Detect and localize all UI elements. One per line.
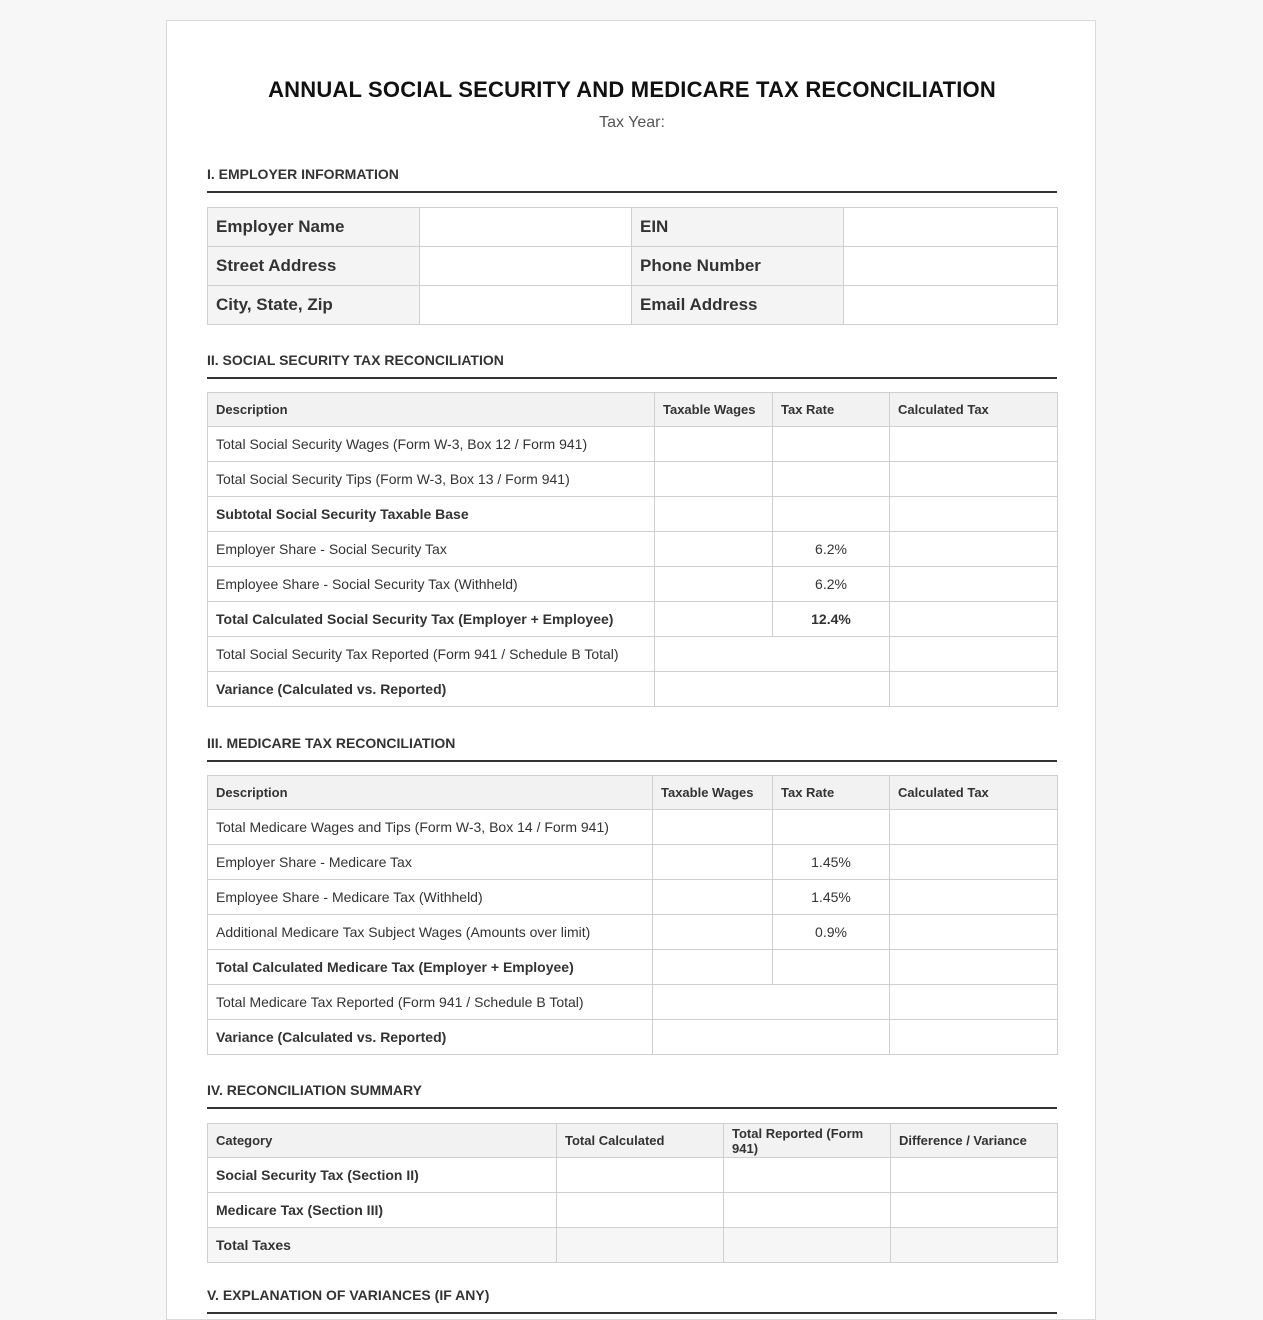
taxable-wages-field[interactable] xyxy=(655,462,773,497)
summary-table xyxy=(207,1123,1058,1263)
section-employer-title: I. EMPLOYER INFORMATION xyxy=(207,166,1057,193)
form-page xyxy=(166,20,1096,1320)
table-row xyxy=(208,1020,1058,1055)
calculated-tax-field[interactable] xyxy=(890,880,1058,915)
table-row xyxy=(208,462,1058,497)
table-row xyxy=(208,985,1058,1020)
city-state-zip-field[interactable] xyxy=(420,286,632,325)
row-description: Total Calculated Medicare Tax (Employer + Employee) xyxy=(208,950,653,985)
tax-rate-cell xyxy=(773,810,890,845)
total-reported-field[interactable] xyxy=(724,1228,891,1263)
tax-year-label: Tax Year: xyxy=(599,114,665,131)
taxable-wages-field[interactable] xyxy=(655,567,773,602)
row-description: Employee Share - Social Security Tax (Withheld) xyxy=(208,567,655,602)
table-row xyxy=(208,208,1058,247)
tax-rate-cell: 1.45% xyxy=(773,845,890,880)
table-row xyxy=(208,950,1058,985)
taxable-wages-field[interactable] xyxy=(653,915,773,950)
taxable-wages-field[interactable] xyxy=(655,427,773,462)
row-description: Total Social Security Tips (Form W-3, Box 13 / Form 941) xyxy=(208,462,655,497)
row-description: Total Medicare Wages and Tips (Form W-3, Box 14 / Form 941) xyxy=(208,810,653,845)
table-header-row xyxy=(208,393,1058,427)
calculated-tax-field[interactable] xyxy=(890,462,1058,497)
column-header: Tax Rate xyxy=(773,393,890,427)
merged-blank-cell xyxy=(655,672,890,707)
column-header: Calculated Tax xyxy=(890,393,1058,427)
row-description: Total Social Security Tax Reported (Form 941 / Schedule B Total) xyxy=(208,637,655,672)
table-row xyxy=(208,1193,1058,1228)
tax-rate-cell xyxy=(773,950,890,985)
total-calculated-field[interactable] xyxy=(557,1228,724,1263)
medicare-table xyxy=(207,775,1058,1055)
calculated-tax-field[interactable] xyxy=(890,950,1058,985)
merged-blank-cell xyxy=(655,637,890,672)
taxable-wages-field[interactable] xyxy=(653,810,773,845)
column-header: Tax Rate xyxy=(773,776,890,810)
row-description: Employer Share - Medicare Tax xyxy=(208,845,653,880)
street-address-field[interactable] xyxy=(420,247,632,286)
column-header: Taxable Wages xyxy=(655,393,773,427)
difference-field[interactable] xyxy=(891,1193,1058,1228)
taxable-wages-field[interactable] xyxy=(653,950,773,985)
column-header: Description xyxy=(208,776,653,810)
table-row xyxy=(208,427,1058,462)
total-reported-field[interactable] xyxy=(724,1158,891,1193)
taxable-wages-field[interactable] xyxy=(655,497,773,532)
column-header: Taxable Wages xyxy=(653,776,773,810)
table-row xyxy=(208,532,1058,567)
email-address-label: Email Address xyxy=(632,286,844,325)
tax-rate-cell xyxy=(773,462,890,497)
table-row xyxy=(208,637,1058,672)
phone-number-label: Phone Number xyxy=(632,247,844,286)
total-reported-field[interactable] xyxy=(724,1193,891,1228)
tax-rate-cell xyxy=(773,497,890,532)
merged-blank-cell xyxy=(653,1020,890,1055)
row-description: Additional Medicare Tax Subject Wages (Amounts over limit) xyxy=(208,915,653,950)
calculated-tax-field[interactable] xyxy=(890,810,1058,845)
difference-field[interactable] xyxy=(891,1158,1058,1193)
reported-tax-field[interactable] xyxy=(890,637,1058,672)
employer-name-field[interactable] xyxy=(420,208,632,247)
section-summary-title: IV. RECONCILIATION SUMMARY xyxy=(207,1082,1057,1109)
section-medicare-title: III. MEDICARE TAX RECONCILIATION xyxy=(207,735,1057,762)
calculated-tax-field[interactable] xyxy=(890,915,1058,950)
ein-field[interactable] xyxy=(844,208,1058,247)
calculated-tax-field[interactable] xyxy=(890,567,1058,602)
row-description: Variance (Calculated vs. Reported) xyxy=(208,672,655,707)
tax-rate-cell: 6.2% xyxy=(773,567,890,602)
table-header-row xyxy=(208,1124,1058,1158)
city-state-zip-label: City, State, Zip xyxy=(208,286,420,325)
form-title: ANNUAL SOCIAL SECURITY AND MEDICARE TAX RECONCILIATION xyxy=(268,77,996,102)
table-row xyxy=(208,845,1058,880)
summary-category: Total Taxes xyxy=(208,1228,557,1263)
row-description: Total Calculated Social Security Tax (Employer + Employee) xyxy=(208,602,655,637)
street-address-label: Street Address xyxy=(208,247,420,286)
column-header: Calculated Tax xyxy=(890,776,1058,810)
table-header-row xyxy=(208,776,1058,810)
difference-field[interactable] xyxy=(891,1228,1058,1263)
reported-tax-field[interactable] xyxy=(890,985,1058,1020)
summary-category: Social Security Tax (Section II) xyxy=(208,1158,557,1193)
table-row xyxy=(208,497,1058,532)
column-header: Description xyxy=(208,393,655,427)
section-explanation-title: V. EXPLANATION OF VARIANCES (IF ANY) xyxy=(207,1287,1057,1314)
tax-rate-cell xyxy=(773,427,890,462)
column-header: Category xyxy=(208,1124,557,1158)
ein-label: EIN xyxy=(632,208,844,247)
table-row xyxy=(208,602,1058,637)
table-row xyxy=(208,672,1058,707)
calculated-tax-field[interactable] xyxy=(890,427,1058,462)
row-description: Employee Share - Medicare Tax (Withheld) xyxy=(208,880,653,915)
column-header: Total Calculated xyxy=(557,1124,724,1158)
total-calculated-field[interactable] xyxy=(557,1158,724,1193)
calculated-tax-field[interactable] xyxy=(890,497,1058,532)
summary-category: Medicare Tax (Section III) xyxy=(208,1193,557,1228)
table-row xyxy=(208,567,1058,602)
phone-number-field[interactable] xyxy=(844,247,1058,286)
taxable-wages-field[interactable] xyxy=(653,880,773,915)
tax-rate-cell: 0.9% xyxy=(773,915,890,950)
calculated-tax-field[interactable] xyxy=(890,602,1058,637)
tax-rate-cell: 12.4% xyxy=(773,602,890,637)
taxable-wages-field[interactable] xyxy=(655,532,773,567)
row-description: Employer Share - Social Security Tax xyxy=(208,532,655,567)
table-row xyxy=(208,286,1058,325)
total-calculated-field[interactable] xyxy=(557,1193,724,1228)
employer-name-label: Employer Name xyxy=(208,208,420,247)
row-description: Subtotal Social Security Taxable Base xyxy=(208,497,655,532)
variance-field[interactable] xyxy=(890,1020,1058,1055)
column-header: Difference / Variance xyxy=(891,1124,1058,1158)
table-row xyxy=(208,810,1058,845)
table-row xyxy=(208,915,1058,950)
taxable-wages-field[interactable] xyxy=(655,602,773,637)
calculated-tax-field[interactable] xyxy=(890,532,1058,567)
table-row xyxy=(208,1228,1058,1263)
table-row xyxy=(208,247,1058,286)
row-description: Total Medicare Tax Reported (Form 941 / Schedule B Total) xyxy=(208,985,653,1020)
table-row xyxy=(208,880,1058,915)
taxable-wages-field[interactable] xyxy=(653,845,773,880)
social-security-table xyxy=(207,392,1058,707)
tax-rate-cell: 6.2% xyxy=(773,532,890,567)
employer-info-table xyxy=(207,207,1058,325)
tax-rate-cell: 1.45% xyxy=(773,880,890,915)
merged-blank-cell xyxy=(653,985,890,1020)
email-address-field[interactable] xyxy=(844,286,1058,325)
table-row xyxy=(208,1158,1058,1193)
row-description: Total Social Security Wages (Form W-3, Box 12 / Form 941) xyxy=(208,427,655,462)
variance-field[interactable] xyxy=(890,672,1058,707)
column-header: Total Reported (Form 941) xyxy=(724,1124,891,1158)
row-description: Variance (Calculated vs. Reported) xyxy=(208,1020,653,1055)
calculated-tax-field[interactable] xyxy=(890,845,1058,880)
section-social-security-title: II. SOCIAL SECURITY TAX RECONCILIATION xyxy=(207,352,1057,379)
